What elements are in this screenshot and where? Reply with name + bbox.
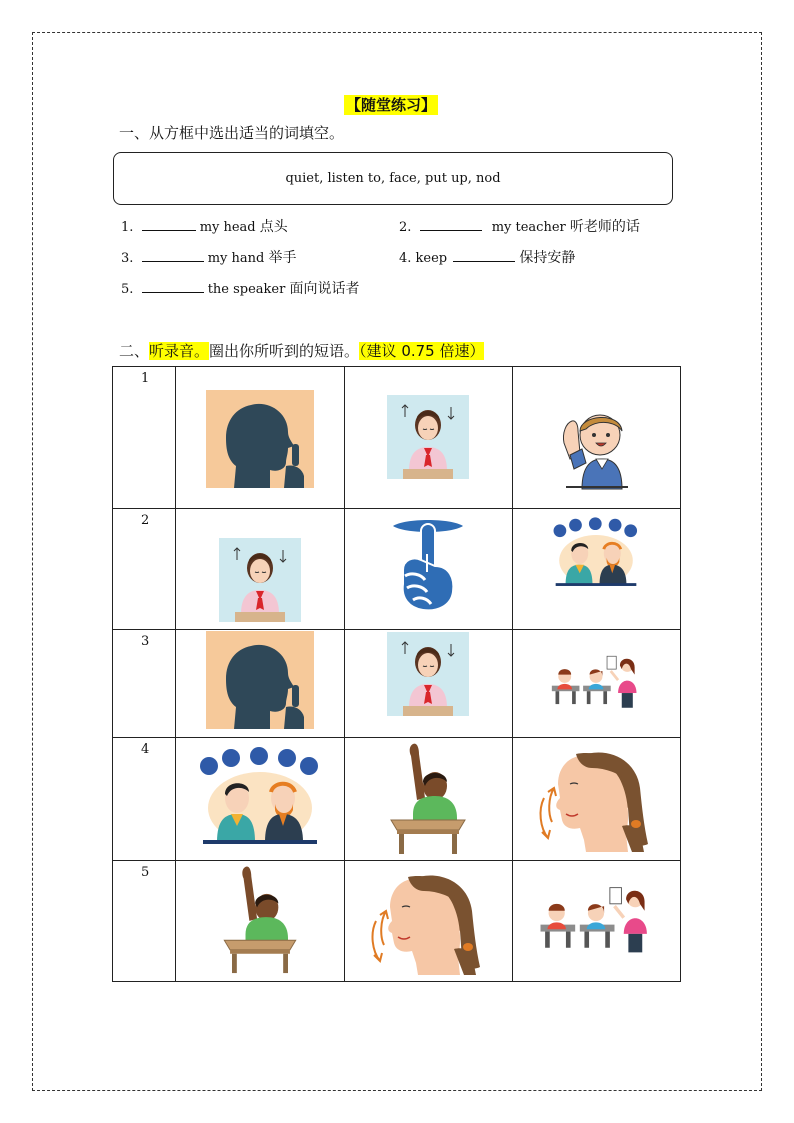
blank-1[interactable] — [142, 219, 196, 231]
table-row — [113, 509, 681, 630]
fill-item-2: 2. my teacher 听老师的话 — [399, 219, 640, 235]
row-number: 5 — [113, 861, 176, 982]
row-number: 3 — [113, 630, 176, 738]
word-box — [113, 152, 673, 205]
fill-item-3: 3. my hand 举手 — [121, 250, 297, 266]
section1-heading: 一、从方框中选出适当的词填空。 — [119, 124, 345, 142]
listening-table — [112, 366, 681, 982]
fill-item-1: 1. my head 点头 — [121, 219, 288, 235]
picture-quiet-silhouette[interactable] — [175, 630, 344, 738]
picture-quiet-silhouette[interactable] — [175, 367, 344, 509]
exercise-title: 【随堂练习】 — [346, 96, 437, 114]
word-box-text: quiet, listen to, face, put up, nod — [285, 171, 501, 186]
picture-two-people-talking[interactable] — [175, 738, 344, 861]
picture-classroom-teacher[interactable] — [512, 861, 680, 982]
table-row — [113, 738, 681, 861]
row-number: 4 — [113, 738, 176, 861]
picture-student-hand-up[interactable] — [175, 861, 344, 982]
blank-2[interactable] — [420, 219, 482, 231]
row-number: 1 — [113, 367, 176, 509]
fill-item-5: 5. the speaker 面向说话者 — [121, 281, 360, 297]
picture-two-people-talking[interactable] — [512, 509, 680, 630]
picture-student-hand-up[interactable] — [344, 738, 512, 861]
blank-4[interactable] — [453, 250, 515, 262]
picture-shush-finger[interactable] — [344, 509, 512, 630]
blank-5[interactable] — [142, 281, 204, 293]
picture-boy-raising-hand[interactable] — [512, 367, 680, 509]
section2-heading: 二、听录音。圈出你所听到的短语。（建议 0.75 倍速） — [119, 342, 485, 360]
picture-woman-nodding[interactable] — [512, 738, 680, 861]
blank-3[interactable] — [142, 250, 204, 262]
fill-item-4: 4. keep 保持安静 — [399, 250, 576, 266]
picture-nodding-girl[interactable] — [175, 509, 344, 630]
table-row — [113, 861, 681, 982]
picture-classroom-teacher[interactable] — [512, 630, 680, 738]
row-number: 2 — [113, 509, 176, 630]
picture-nodding-girl[interactable] — [344, 630, 512, 738]
picture-woman-nodding[interactable] — [344, 861, 512, 982]
picture-nodding-girl[interactable] — [344, 367, 512, 509]
table-row — [113, 630, 681, 738]
table-row — [113, 367, 681, 509]
